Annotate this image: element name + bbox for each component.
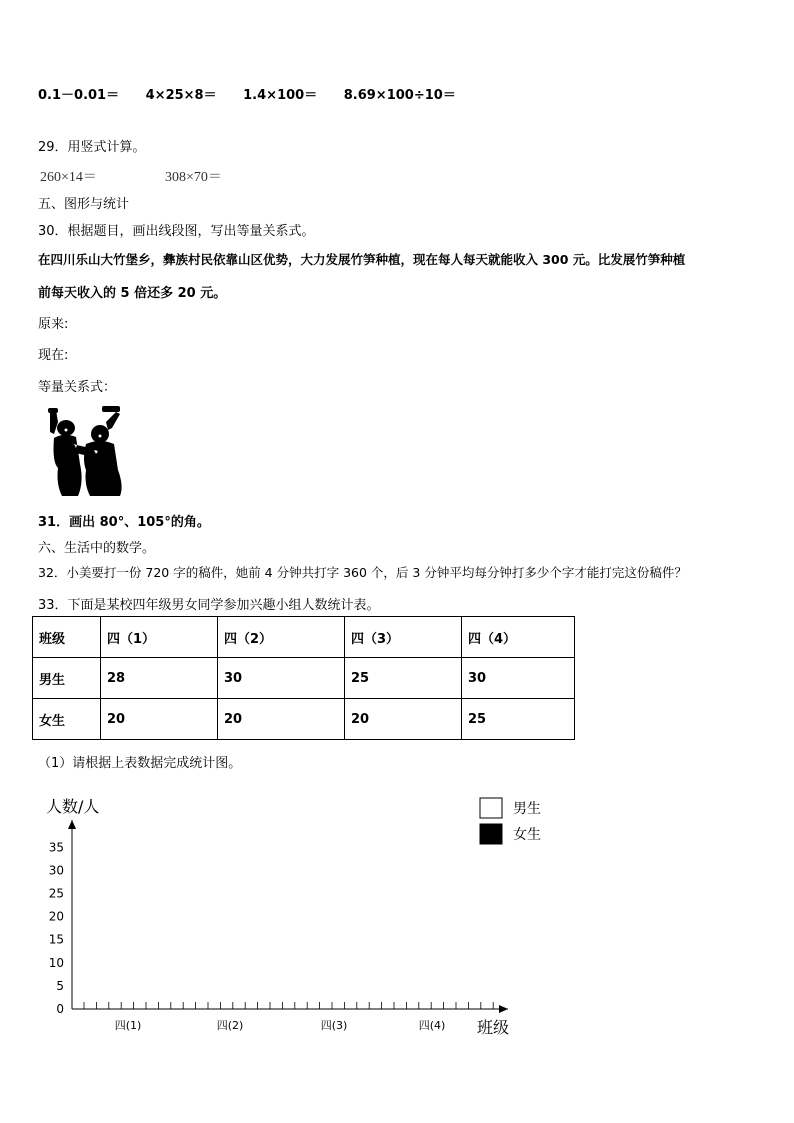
legend-label: 男生 xyxy=(513,801,541,817)
bar-chart xyxy=(0,780,794,1050)
table-cell: 28 xyxy=(101,658,218,699)
q29-title: 29．用竖式计算。 xyxy=(38,140,146,155)
stats-table xyxy=(32,616,575,740)
y-tick-label: 35 xyxy=(48,840,64,855)
table-row xyxy=(33,699,575,740)
y-tick-label: 5 xyxy=(56,978,64,993)
y-tick-label: 15 xyxy=(48,932,64,947)
silhouette-figure-image xyxy=(44,404,126,498)
section-heading-6: 六、生活中的数学。 xyxy=(38,541,156,556)
q29-item-2: 308×70＝ xyxy=(165,170,222,185)
table-cell: 30 xyxy=(462,658,575,699)
table-row xyxy=(33,658,575,699)
x-tick-label: 四(1) xyxy=(114,1019,142,1032)
legend-label: 女生 xyxy=(513,827,541,843)
legend-swatch xyxy=(480,798,502,818)
calc-item: 4×25×8＝ xyxy=(145,88,217,103)
section-heading-5: 五、图形与统计 xyxy=(38,197,130,212)
table-cell: 男生 xyxy=(33,658,101,699)
y-tick-label: 25 xyxy=(48,886,64,901)
x-tick-label: 四(3) xyxy=(320,1019,348,1032)
x-axis-arrow xyxy=(499,1005,508,1013)
q33-title: 33．下面是某校四年级男女同学参加兴趣小组人数统计表。 xyxy=(38,598,380,613)
q30-relation-label: 等量关系式： xyxy=(38,380,117,395)
table-cell: 30 xyxy=(218,658,345,699)
table-header-cell: 班级 xyxy=(33,617,101,658)
table-cell: 20 xyxy=(345,699,462,740)
y-axis-label: 人数/人 xyxy=(46,797,100,816)
table-header-cell: 四（3） xyxy=(345,617,462,658)
q30-text-line2: 前每天收入的 5 倍还多 20 元。 xyxy=(38,286,227,301)
table-cell: 25 xyxy=(462,699,575,740)
q33-sub1: （1）请根据上表数据完成统计图。 xyxy=(38,756,242,771)
x-tick-label: 四(4) xyxy=(418,1019,446,1032)
q29-item-1: 260×14＝ xyxy=(40,170,97,185)
calc-item: 8.69×100÷10＝ xyxy=(343,88,456,103)
table-header-cell: 四（2） xyxy=(218,617,345,658)
q31-title: 31．画出 80°、105°的角。 xyxy=(38,515,210,530)
calc-item: 1.4×100＝ xyxy=(243,88,318,103)
table-header-row xyxy=(33,617,575,658)
q32-title: 32．小美要打一份 720 字的稿件，她前 4 分钟共打字 360 个，后 3 分钟平均每分钟打多少个字才能打完这份稿件？ xyxy=(38,565,687,580)
y-axis-arrow xyxy=(68,820,76,829)
q30-title: 30．根据题目，画出线段图，写出等量关系式。 xyxy=(38,224,315,239)
table-header-cell: 四（1） xyxy=(101,617,218,658)
x-axis-label: 班级 xyxy=(477,1018,510,1037)
y-tick-label: 30 xyxy=(48,863,64,878)
y-tick-label: 10 xyxy=(48,955,64,970)
oral-calc-line xyxy=(38,84,478,103)
y-tick-label: 20 xyxy=(48,909,64,924)
q30-text-line1: 在四川乐山大竹堡乡，彝族村民依靠山区优势，大力发展竹笋种植，现在每人每天就能收入 300 元。比发展竹笋种植 xyxy=(38,252,686,267)
q30-now-label: 现在: xyxy=(38,348,69,363)
table-cell: 20 xyxy=(101,699,218,740)
y-tick-label: 0 xyxy=(56,1002,64,1016)
x-tick-label: 四(2) xyxy=(216,1019,244,1032)
calc-item: 0.1－0.01＝ xyxy=(38,88,120,103)
table-cell: 25 xyxy=(345,658,462,699)
table-header-cell: 四（4） xyxy=(462,617,575,658)
q30-before-label: 原来: xyxy=(38,317,69,332)
legend-swatch xyxy=(480,824,502,844)
table-cell: 20 xyxy=(218,699,345,740)
table-cell: 女生 xyxy=(33,699,101,740)
